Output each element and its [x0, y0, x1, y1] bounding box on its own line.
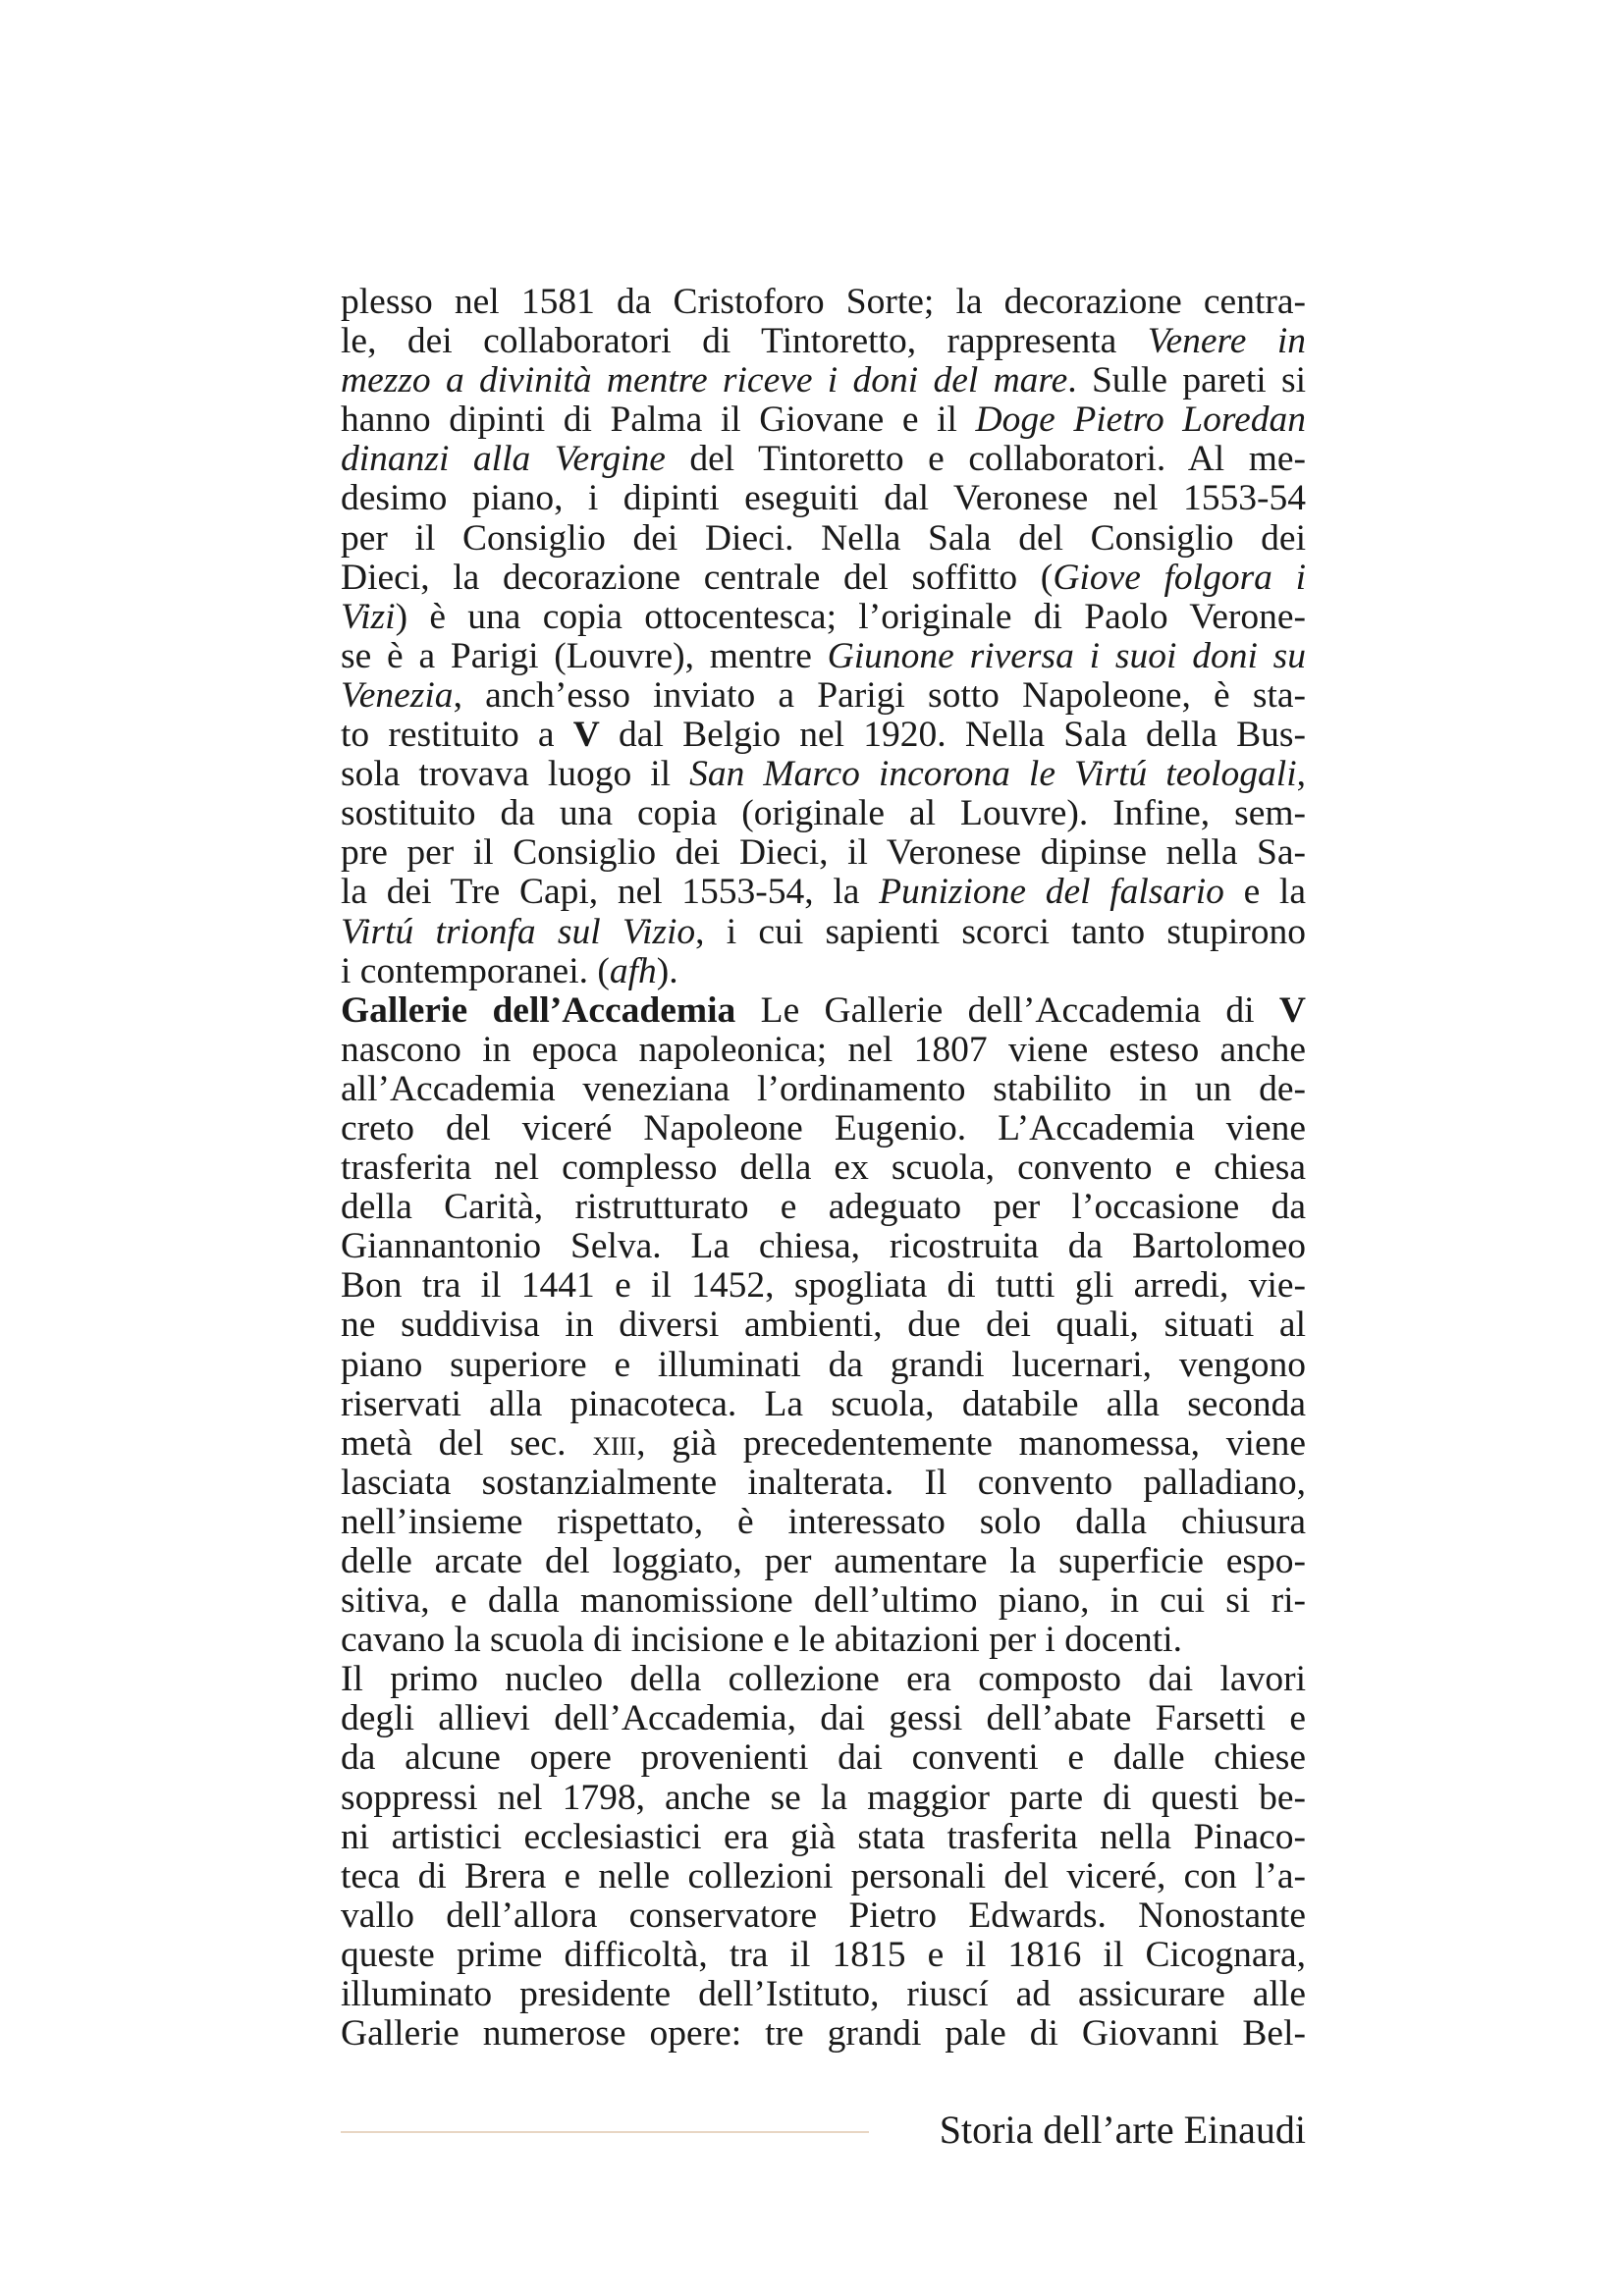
text-line: dinanzi alla Vergine del Tintoretto e collaboratori. Al me- [341, 439, 1306, 480]
text-line: riservati alla pinacoteca. La scuola, databile alla seconda [341, 1383, 1306, 1424]
text-line: to restituito a V dal Belgio nel 1920. Nella Sala della Bus- [341, 715, 1306, 756]
text-line: illuminato presidente dell’Istituto, riuscí ad assicurare alle [341, 1974, 1306, 2015]
text-line: sostituito da una copia (originale al Louvre). Infine, sem- [341, 793, 1306, 834]
text-line: piano superiore e illuminati da grandi lucernari, vengono [341, 1344, 1306, 1385]
text-line: ni artistici ecclesiastici era già stata trasferita nella Pinaco- [341, 1816, 1306, 1857]
text-line: Il primo nucleo della collezione era composto dai lavori [341, 1659, 1306, 1700]
text-line: i contemporanei. (afh). [341, 950, 678, 991]
text-line: hanno dipinti di Palma il Giovane e il Doge Pietro Loredan [341, 400, 1306, 441]
text-line: trasferita nel complesso della ex scuola, convento e chiesa [341, 1148, 1306, 1189]
text-line: plesso nel 1581 da Cristoforo Sorte; la decorazione centra- [341, 282, 1306, 322]
text-line: Vizi) è una copia ottocentesca; l’originale di Paolo Verone- [341, 596, 1306, 637]
text-line: se è a Parigi (Louvre), mentre Giunone riversa i suoi doni su [341, 635, 1307, 676]
page-footer [341, 2110, 1306, 2150]
text-line: la dei Tre Capi, nel 1553-54, la Punizione del falsario e la [341, 872, 1306, 913]
text-line: all’Accademia veneziana l’ordinamento stabilito in un de- [341, 1068, 1306, 1109]
footer-publication-title: Storia dell’arte Einaudi [939, 2108, 1306, 2152]
body-text [341, 283, 1306, 2054]
text-line: degli allievi dell’Accademia, dai gessi dell’abate Farsetti e [341, 1698, 1306, 1739]
text-line: pre per il Consiglio dei Dieci, il Veronese dipinse nella Sa- [341, 832, 1306, 874]
text-line: per il Consiglio dei Dieci. Nella Sala del Consiglio dei [341, 517, 1306, 559]
text-line: sitiva, e dalla manomissione dell’ultimo piano, in cui si ri- [341, 1580, 1306, 1622]
text-line: lasciata sostanzialmente inalterata. Il convento palladiano, [341, 1462, 1306, 1503]
text-line: creto del viceré Napoleone Eugenio. L’Accademia viene [341, 1107, 1306, 1148]
text-line: Gallerie numerose opere: tre grandi pale di Giovanni Bel- [341, 2013, 1306, 2055]
text-line: Giannantonio Selva. La chiesa, ricostruita da Bartolomeo [341, 1226, 1306, 1267]
text-line: Venezia, anch’esso inviato a Parigi sotto Napoleone, è sta- [341, 674, 1306, 716]
text-line: sola trovava luogo il San Marco incorona le Virtú teologali, [341, 754, 1306, 795]
text-line: cavano la scuola di incisione e le abitazioni per i docenti. [341, 1620, 1182, 1661]
text-line: nascono in epoca napoleonica; nel 1807 viene esteso anche [341, 1029, 1306, 1070]
text-line: ne suddivisa in diversi ambienti, due dei quali, situati al [341, 1305, 1306, 1346]
text-line: soppressi nel 1798, anche se la maggior parte di questi be- [341, 1777, 1306, 1818]
text-line: metà del sec. xiii, già precedentemente manomessa, viene [341, 1422, 1306, 1464]
text-line: Virtú trionfa sul Vizio, i cui sapienti scorci tanto stupirono [341, 911, 1306, 952]
text-line: Dieci, la decorazione centrale del soffitto (Giove folgora i [341, 557, 1307, 598]
text-line: Bon tra il 1441 e il 1452, spogliata di tutti gli arredi, vie- [341, 1265, 1306, 1307]
text-line: della Carità, ristrutturato e adeguato per l’occasione da [341, 1187, 1306, 1228]
text-line: vallo dell’allora conservatore Pietro Edwards. Nonostante [341, 1895, 1306, 1936]
text-line: teca di Brera e nelle collezioni personali del viceré, con l’a- [341, 1855, 1306, 1896]
text-line: nell’insieme rispettato, è interessato solo dalla chiusura [341, 1501, 1306, 1542]
text-line: le, dei collaboratori di Tintoretto, rappresenta Venere in [341, 321, 1306, 362]
text-line: da alcune opere provenienti dai conventi e dalle chiese [341, 1737, 1306, 1779]
text-line: mezzo a divinità mentre riceve i doni del mare. Sulle pareti si [341, 360, 1306, 401]
text-line: queste prime difficoltà, tra il 1815 e il 1816 il Cicognara, [341, 1934, 1306, 1975]
text-line: Gallerie dell’Accademia Le Gallerie dell’Accademia di V [341, 989, 1306, 1031]
text-line: desimo piano, i dipinti eseguiti dal Veronese nel 1553-54 [341, 478, 1306, 519]
text-line: delle arcate del loggiato, per aumentare la superficie espo- [341, 1541, 1306, 1581]
footer-rule [341, 2131, 869, 2133]
